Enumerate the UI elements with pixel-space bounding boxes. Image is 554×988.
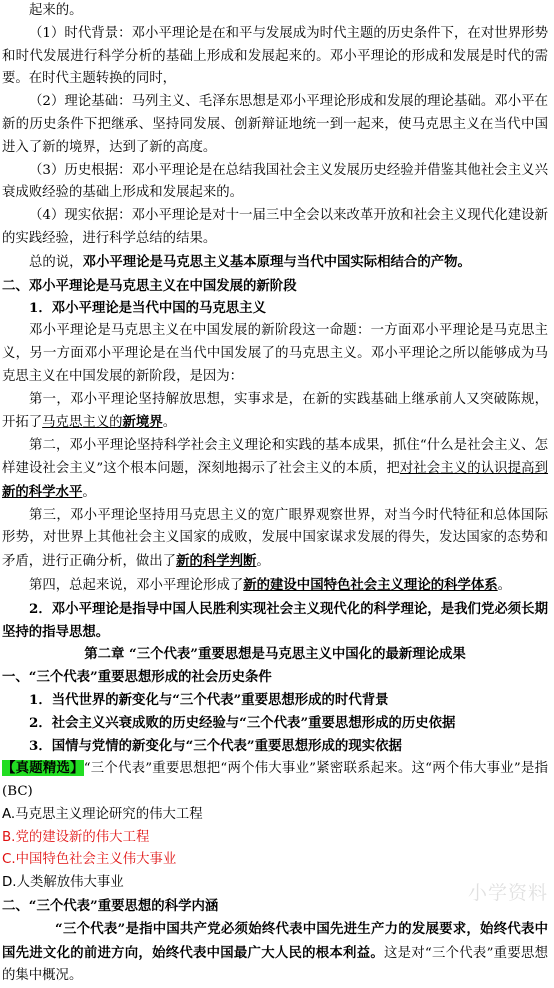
text: 邓小平理论是马克思主义在中国发展的新阶段这一命题：一方面邓小平理论是马克思主义，另一方面邓小平理论是在当代中国发展了的马克思主义。邓小平理论之所以能够成为马克思主义在中国发展的新阶段，是因为： (2, 323, 548, 384)
text: 这是对“三个代表”重要思想的集中概况。 (2, 945, 548, 984)
text: 第一，邓小平理论坚持解放思想，实事求是，在新的实践基础上继承前人又突破陈规，开拓了 (2, 391, 548, 431)
heading-text: 1．邓小平理论是当代中国的马克思主义 (29, 300, 266, 317)
text: （1）时代背景：邓小平理论是在和平与发展成为时代主题的历史条件下，在对世界形势和时代发展进行科学分析的基础上形成和发展起来的。邓小平理论的形成和发展是时代的需要。在时代主题转换的同时， (2, 25, 548, 87)
heading-text: 二、邓小平理论是马克思主义在中国发展的新阶段 (2, 277, 297, 294)
text: 第三，邓小平理论坚持用马克思主义的宽广眼界观察世界，对当今时代特征和总体国际形势，对世界上其他社会主义国家的成败，发展中国家谋求发展的得失，发达国家的态势和矛盾，进行正确分析，做出了 (2, 507, 548, 570)
para-theory-basis (2, 91, 548, 159)
heading-text: 3．国情与党情的新变化与“三个代表”重要思想形成的现实依据 (29, 737, 402, 754)
underlined-bold-text: 新的科学判断 (176, 553, 257, 570)
text: 。 (256, 554, 270, 570)
text: （2）理论基础：马列主义、毛泽东思想是邓小平理论形成和发展的理论基础。邓小平在新的历史条件下把继承、坚持同发展、创新辩证地统一到一起来，使马克思主义在当代中国进入了新的境界，达到了新的高度。 (2, 94, 548, 155)
text: 第二，邓小平理论坚持科学社会主义理论和实践的基本成果，抓住“什么是社会主义、怎样建设社会主义”这个根本问题，深刻地揭示了社会主义的本质，把 (2, 438, 548, 476)
bold-text: 邓小平理论是马克思主义基本原理与当代中国实际相结合的产物。 (82, 253, 471, 270)
para-time-background (2, 23, 548, 91)
text: （3）历史根据：邓小平理论是在总结我国社会主义发展历史经验并借鉴其他社会主义兴衰成败经验的基础上形成和发展起来的。 (2, 162, 548, 201)
para-fourth (2, 574, 548, 598)
question-text: “三个代表”重要思想把“两个伟大事业”紧密联系起来。这“两个伟大事业”是指(BC) (2, 761, 549, 800)
underlined-text: 马克思主义的 (42, 415, 123, 431)
heading-text: 一、“三个代表”重要思想形成的社会历史条件 (2, 669, 272, 686)
para-new-stage (2, 320, 548, 388)
heading-text: 第二章 “三个代表”重要思想是马克思主义中国化的最新理论成果 (84, 646, 466, 663)
para-second (2, 435, 548, 504)
option-text: A.马克思主义理论研究的伟大工程 (2, 806, 203, 822)
text: 总的说， (29, 254, 83, 270)
section-heading-2 (2, 275, 548, 298)
underlined-bold-text: 新境界 (122, 414, 163, 431)
subheading-1 (2, 297, 548, 320)
text: 第四，总起来说，邓小平理论形成了 (29, 577, 244, 593)
text: 。 (162, 415, 177, 431)
para-first (2, 389, 548, 436)
text: 。 (497, 577, 512, 593)
text: 起来的。 (29, 3, 83, 18)
para-third (2, 505, 548, 574)
chapter-title (2, 643, 548, 666)
underlined-text: 对社会主义的认识提高到 (399, 460, 549, 476)
heading-text: 1．当代世界的新变化与“三个代表”重要思想形成的时代背景 (29, 691, 389, 708)
para-definition (2, 918, 548, 988)
text: 。 (82, 484, 96, 500)
exam-tag: 【真题精选】 (2, 760, 84, 777)
list-item-1 (2, 689, 548, 712)
para-summary (2, 251, 548, 275)
watermark: 小学资料 (467, 882, 548, 905)
section-heading-2b (2, 895, 548, 918)
underlined-bold-text: 新的科学水平 (2, 483, 83, 500)
option-a (2, 804, 548, 827)
exam-question (2, 757, 548, 804)
heading-text: 二、“三个代表”重要思想的科学内涵 (2, 898, 219, 915)
option-c (2, 849, 548, 872)
bold-text: “三个代表”是指中国共产党必须始终代表中国先进生产力的发展要求，始终代表中国先进文化的前进方向，始终代表中国最广大人民的根本利益。 (2, 920, 548, 961)
option-text: D.人类解放伟大事业 (2, 875, 124, 891)
section-heading-1 (2, 666, 548, 689)
list-item-2 (2, 712, 548, 735)
list-item-3 (2, 735, 548, 758)
para-history-basis (2, 160, 548, 206)
option-d (2, 872, 548, 895)
text: （4）现实依据：邓小平理论是对十一届三中全会以来改革开放和社会主义现代化建设新的实践经验，进行科学总结的结果。 (2, 208, 548, 246)
heading-text: 2．社会主义兴衰成败的历史经验与“三个代表”重要思想形成的历史依据 (29, 714, 456, 731)
option-text: C.中国特色社会主义伟大事业 (2, 852, 177, 868)
subheading-2 (2, 598, 548, 644)
option-text: B.党的建设新的伟大工程 (2, 829, 150, 845)
option-b (2, 827, 548, 850)
para-reality-basis (2, 205, 548, 251)
underlined-bold-text: 新的建设中国特色社会主义理论的科学体系 (243, 576, 498, 593)
para-continuation (2, 0, 548, 23)
heading-text: 2．邓小平理论是指导中国人民胜利实现社会主义现代化的科学理论，是我们党必须长期坚持的指导思想。 (2, 600, 548, 640)
